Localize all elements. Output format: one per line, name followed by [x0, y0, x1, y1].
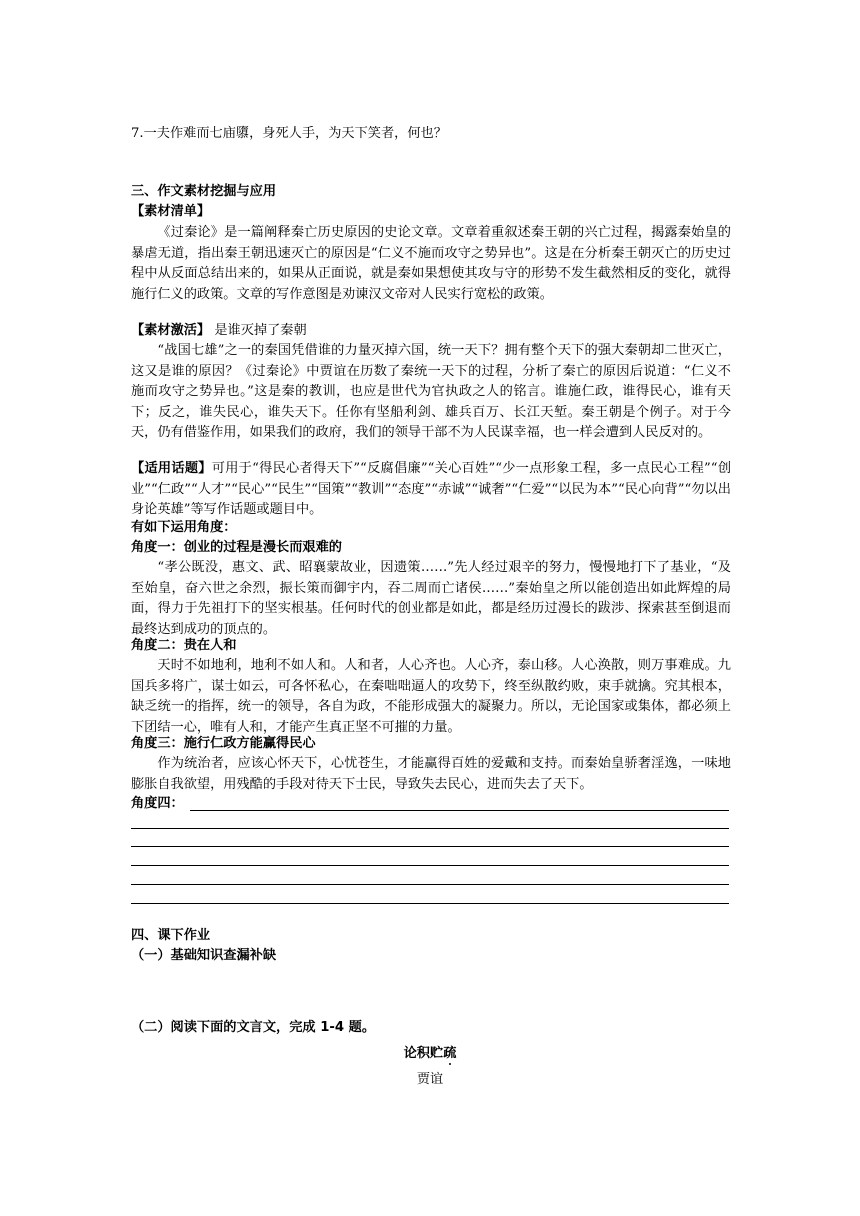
- answer-line-2[interactable]: [131, 828, 729, 829]
- homework-sub-2: （二）阅读下面的文言文，完成 1-4 题。: [131, 1020, 376, 1035]
- homework-sub-1: （一）基础知识查漏补缺: [131, 948, 277, 963]
- essay-title-main: 论积贮: [403, 1046, 444, 1061]
- material-list-text: 《过秦论》是一篇阐释秦亡历史原因的史论文章。文章着重叙述秦王朝的兴亡过程，揭露秦始皇的暴虐无道，指出秦王朝迅速灭亡的原因是“仁义不施而攻守之势异也”。这是在分析秦王朝灭亡的历史过程中从反面总结出来的，如果从正面说，就是秦如果想使其攻与守的形势不发生截然相反的变化，就得施行仁义的政策。文章的写作意图是劝谏汉文帝对人民实行宽松的政策。: [131, 225, 731, 302]
- material-activate-paragraph: [131, 341, 731, 444]
- material-activate-label: 【素材激活】: [131, 323, 211, 338]
- material-activate-text: “战国七雄”之一的秦国凭借谁的力量灭掉六国，统一天下？拥有整个天下的强大秦朝却二世灭亡，这又是谁的原因？《过秦论》中贾谊在历数了秦统一天下的过程，分析了秦亡的原因后说道：“仁义不施而攻守之势异也。”这是秦的教训，也应是世代为官执政之人的铭言。谁施仁政，谁得民心，谁有天下；反之，谁失民心，谁失天下。任你有坚船利剑、雄兵百万、长江天堑。秦王朝是个例子。对于今天，仍有借鉴作用，如果我们的政府，我们的领导干部不为人民谋幸福，也一样会遭到人民反对的。: [131, 343, 731, 440]
- question-7: 7.一夫作难而七庙隳，身死人手，为天下笑者，何也？: [131, 126, 447, 141]
- applicable-topics-paragraph: [131, 459, 731, 521]
- material-activate-line: [131, 321, 731, 342]
- answer-line-5[interactable]: [131, 884, 729, 885]
- angle-3-title: 角度三：施行仁政方能赢得民心: [131, 736, 316, 751]
- applicable-topics-label: 【适用话题】: [131, 461, 212, 476]
- section-4-heading: 四、课下作业: [131, 928, 211, 943]
- angle-4-label: 角度四：: [131, 796, 184, 811]
- angle-2-paragraph: [131, 656, 731, 738]
- section-3-heading: 三、作文素材挖掘与应用: [131, 184, 277, 199]
- angle-1-paragraph: [131, 558, 731, 640]
- applicable-topics-text: 可用于“得民心者得天下”“反腐倡廉”“关心百姓”“少一点形象工程，多一点民心工程”“创业”“仁政”“人才”“民心”“民生”“国策”“教训”“态度”“赤诚”“诚奢”“仁爱”“以民为本”“民心向背”“勿以出身论英雄”等写作话题或题目中。: [131, 461, 732, 517]
- angle-2-title: 角度二：贵在人和: [131, 638, 237, 653]
- material-list-paragraph: [131, 223, 731, 305]
- angle-1-text: “孝公既没，惠文、武、昭襄蒙故业，因遗策……”先人经过艰辛的努力，慢慢地打下了基业，“及至始皇，奋六世之余烈，振长策而御宇内，吞二周而亡诸侯……”秦始皇之所以能创造出如此辉煌的局面，得力于先祖打下的坚实根基。任何时代的创业都是如此，都是经历过漫长的跋涉、探索甚至倒退而最终达到成功的顶点的。: [131, 560, 731, 637]
- answer-line-6[interactable]: [131, 903, 729, 904]
- angle-1-title: 角度一：创业的过程是漫长而艰难的: [131, 540, 342, 555]
- angle-3-paragraph: [131, 754, 731, 795]
- essay-title-dotted-char: 疏: [443, 1046, 457, 1061]
- material-activate-title: 是谁灭掉了秦朝: [210, 323, 307, 338]
- usage-heading: 有如下运用角度：: [131, 520, 237, 535]
- essay-author: 贾谊: [416, 1072, 444, 1087]
- answer-line-1[interactable]: [190, 810, 729, 811]
- essay-title: [131, 1042, 729, 1061]
- answer-line-3[interactable]: [131, 846, 729, 847]
- angle-3-text: 作为统治者，应该心怀天下，心忧苍生，才能赢得百姓的爱戴和支持。而秦始皇骄奢淫逸，一味地膨胀自我欲望，用残酷的手段对待天下士民，导致失去民心，进而失去了天下。: [131, 756, 731, 792]
- angle-2-text: 天时不如地利，地利不如人和。人和者，人心齐也。人心齐，泰山移。人心涣散，则万事难成。九国兵多将广，谋士如云，可各怀私心，在秦咄咄逼人的攻势下，终至纵散约败，束手就擒。究其根本，缺乏统一的指挥，统一的领导，各自为政，不能形成强大的凝聚力。所以，无论国家或集体，都必须上下团结一心，唯有人和，才能产生真正坚不可摧的力量。: [131, 658, 731, 735]
- material-list-label: 【素材清单】: [131, 204, 211, 219]
- answer-line-4[interactable]: [131, 865, 729, 866]
